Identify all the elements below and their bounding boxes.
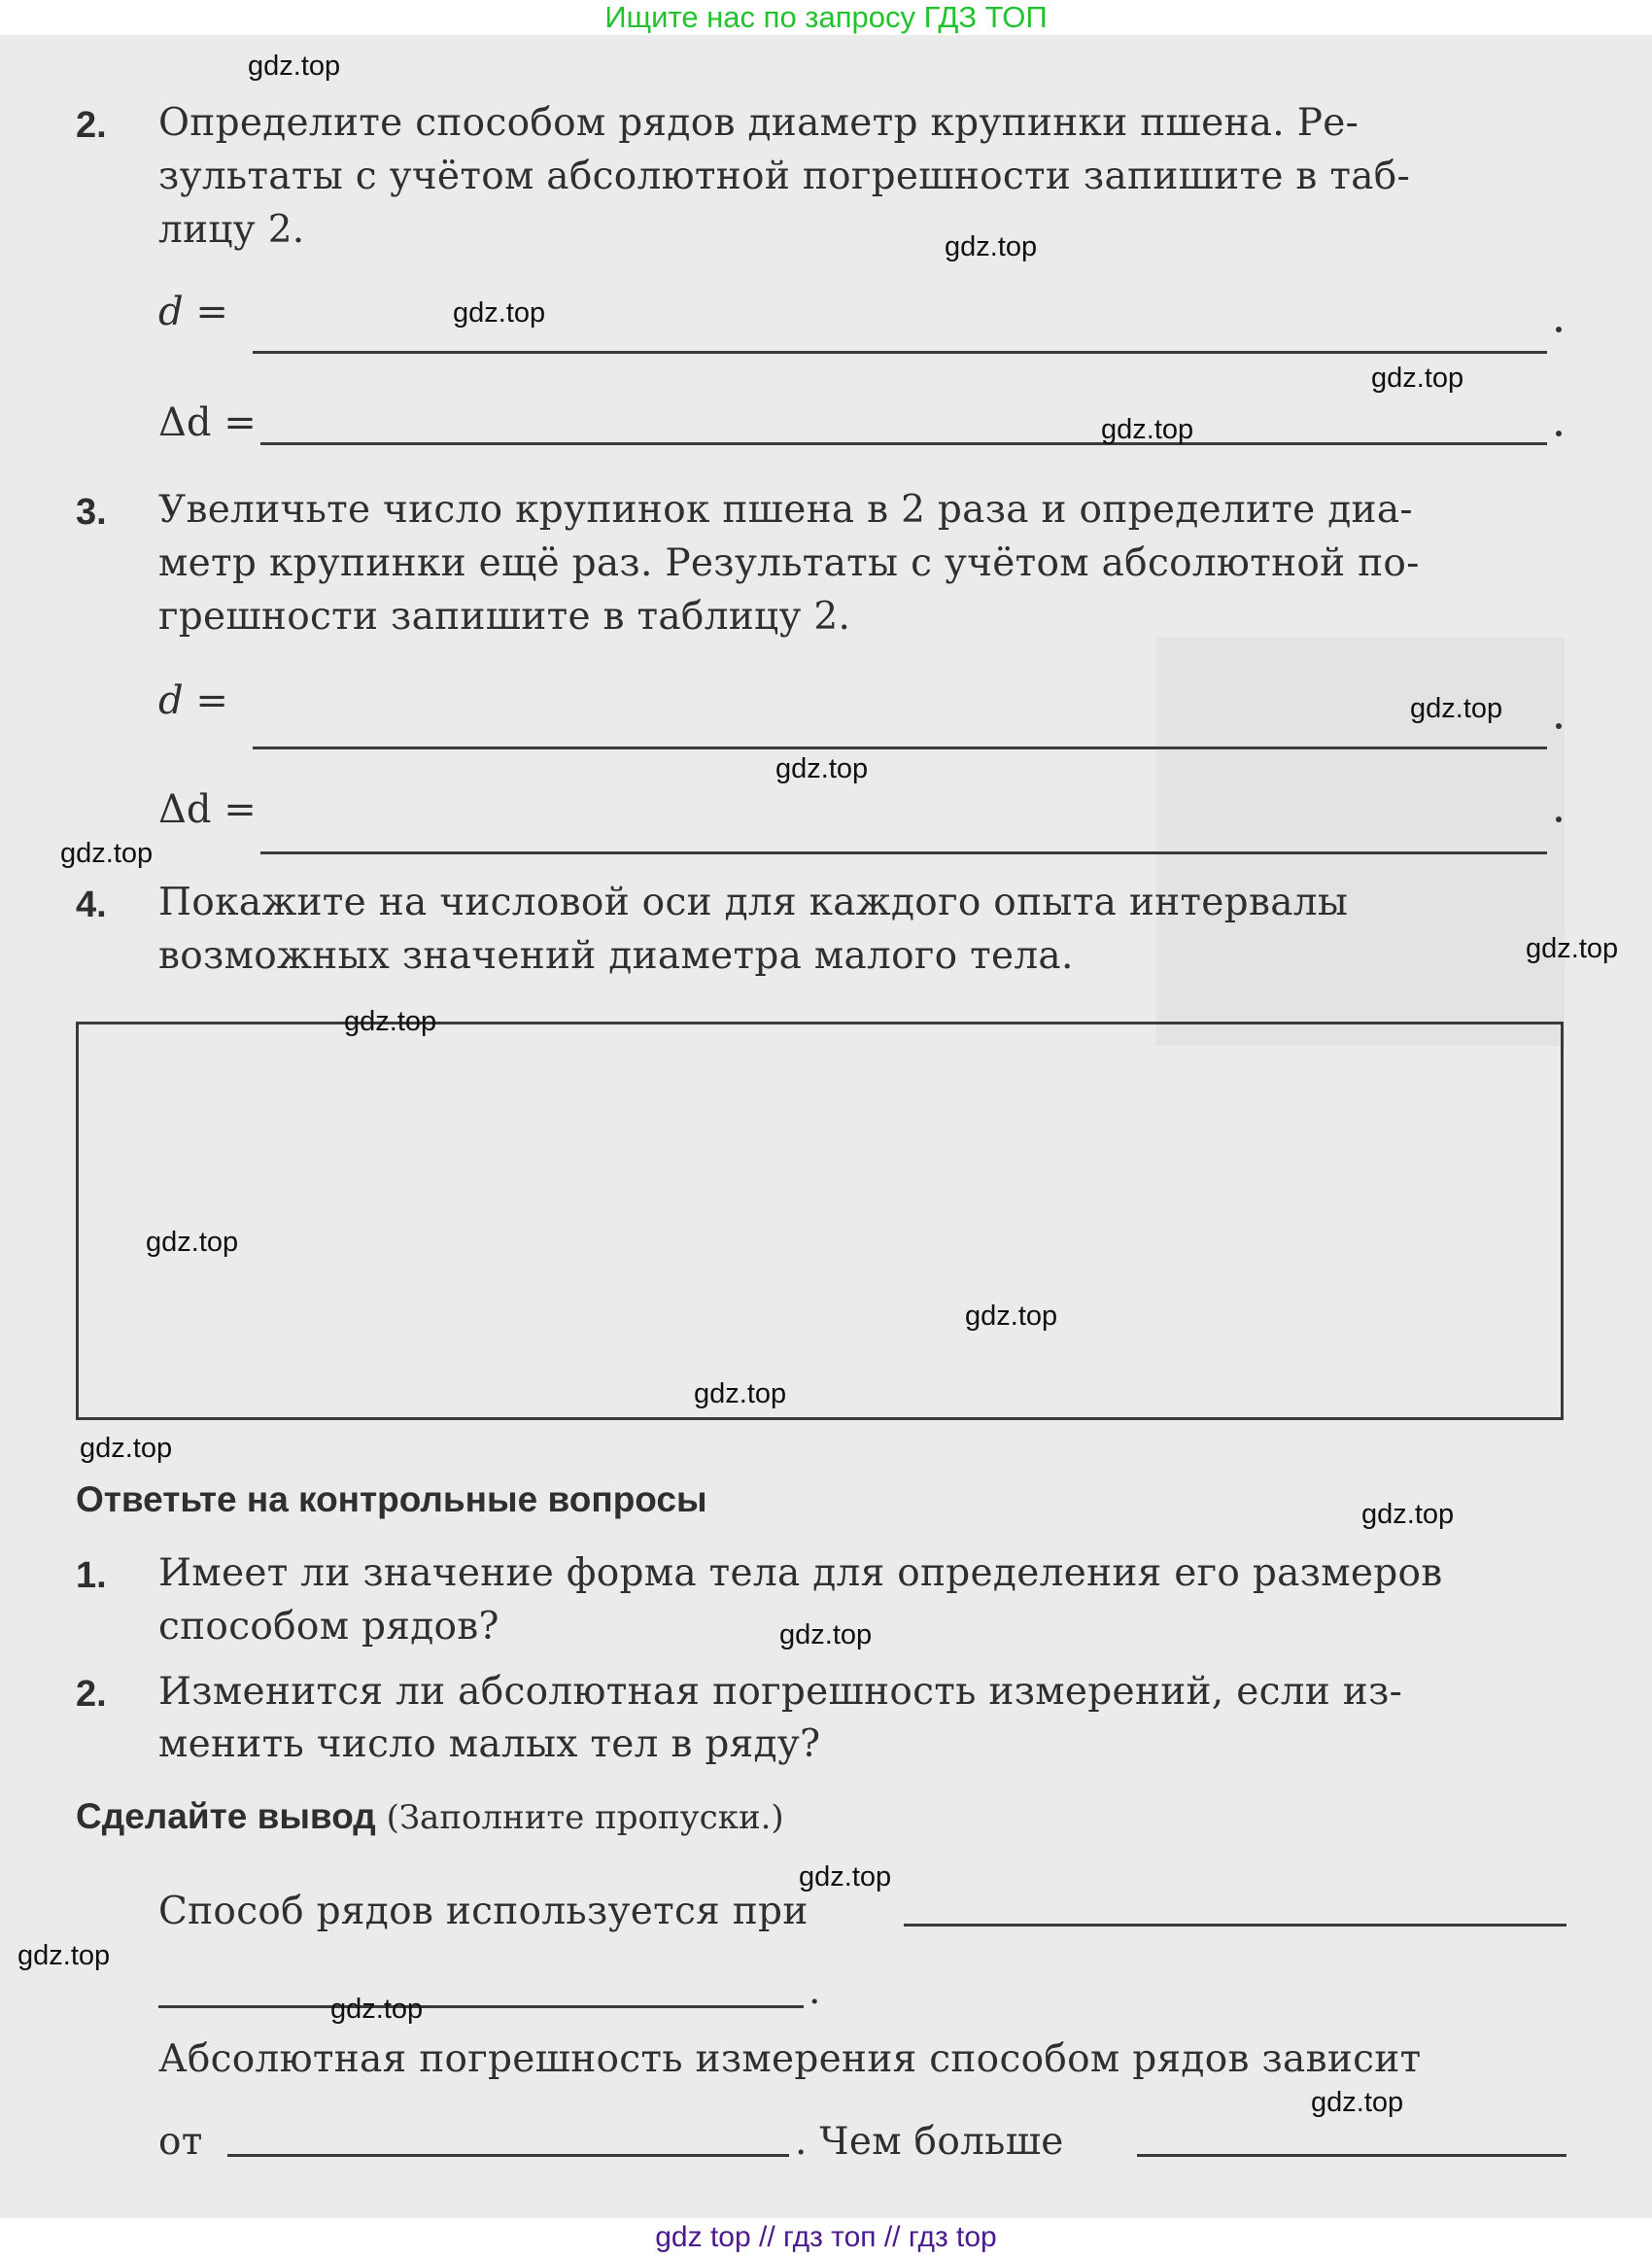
watermark: gdz.top [1101, 414, 1194, 445]
task-4-text-line: Покажите на числовой оси для каждого опыта интервалы [158, 881, 1349, 924]
task-2-text-line: Определите способом рядов диаметр крупинки пшена. Ре- [158, 101, 1359, 145]
task-2-delta-d-label: Δd = [158, 400, 257, 445]
conclusion-from-word: от [158, 2120, 203, 2164]
task-3-number: 3. [76, 492, 107, 533]
watermark: gdz.top [453, 297, 546, 329]
conclusion-sentence-1: Способ рядов используется при [158, 1890, 809, 1933]
task-4-number: 4. [76, 885, 107, 925]
task-3-d-answer-line[interactable] [253, 747, 1547, 749]
bleed-through-shade [1156, 638, 1565, 1046]
task-3-text-line: Увеличьте число крупинок пшена в 2 раза и определите диа- [158, 488, 1413, 532]
task-3-d-label: d = [158, 678, 228, 723]
task-3-delta-d-answer-line[interactable] [260, 851, 1547, 854]
bottom-banner [0, 2218, 1652, 2257]
conclusion-heading: Сделайте вывод (Заполните пропуски.) [76, 1796, 784, 1837]
watermark: gdz.top [17, 1940, 111, 1971]
task-2-d-period [1556, 327, 1562, 332]
watermark: gdz.top [945, 231, 1038, 262]
conclusion-sentence-2-line: Абсолютная погрешность измерения способом рядов зависит [158, 2037, 1422, 2081]
watermark: gdz.top [775, 753, 869, 784]
task-3-delta-d-period [1556, 816, 1562, 822]
watermark: gdz.top [1371, 363, 1464, 394]
bottom-banner-text: gdz top // гдз топ // гдз top [655, 2221, 997, 2253]
conclusion-more-phrase: . Чем больше [795, 2120, 1064, 2164]
question-1-text-line: способом рядов? [158, 1605, 499, 1649]
question-1-number: 1. [76, 1555, 107, 1596]
watermark: gdz.top [146, 1227, 239, 1258]
control-questions-heading: Ответьте на контрольные вопросы [76, 1479, 707, 1519]
task-2-d-label: d = [158, 290, 228, 334]
task-3-text-line: грешности запишите в таблицу 2. [158, 595, 851, 639]
task-2-text-line: зультаты с учётом абсолютной погрешности запишите в таб- [158, 155, 1411, 198]
task-2-number: 2. [76, 105, 107, 146]
task-2-d-answer-line[interactable] [253, 351, 1547, 354]
watermark: gdz.top [694, 1378, 787, 1409]
task-2-text-line: лицу 2. [158, 208, 305, 252]
watermark: gdz.top [779, 1619, 873, 1650]
conclusion-blank-1b[interactable] [158, 2005, 804, 2008]
task-3-d-period [1556, 723, 1562, 729]
number-axis-drawing-area[interactable] [76, 1022, 1564, 1420]
question-2-text-line: Изменится ли абсолютная погрешность измерений, если из- [158, 1670, 1403, 1714]
watermark: gdz.top [1526, 933, 1619, 964]
question-2-text-line: менить число малых тел в ряду? [158, 1722, 821, 1766]
task-3-text-line: метр крупинки ещё раз. Результаты с учётом абсолютной по- [158, 541, 1420, 585]
watermark: gdz.top [344, 1006, 437, 1037]
top-banner [0, 0, 1652, 35]
conclusion-sentence-1-period: . [809, 1969, 821, 2013]
watermark: gdz.top [60, 838, 154, 869]
task-2-delta-d-period [1556, 431, 1562, 436]
watermark: gdz.top [1410, 693, 1503, 724]
question-1-text-line: Имеет ли значение форма тела для определения его размеров [158, 1551, 1443, 1595]
task-2-delta-d-answer-line[interactable] [260, 442, 1547, 445]
watermark: gdz.top [1361, 1499, 1455, 1530]
task-4-text-line: возможных значений диаметра малого тела. [158, 934, 1074, 978]
conclusion-blank-1a[interactable] [904, 1924, 1566, 1927]
watermark: gdz.top [80, 1433, 173, 1464]
top-banner-text: Ищите нас по запросу ГДЗ ТОП [604, 0, 1048, 34]
watermark: gdz.top [799, 1861, 892, 1892]
conclusion-blank-2a[interactable] [227, 2154, 789, 2157]
watermark: gdz.top [965, 1301, 1058, 1332]
watermark: gdz.top [1311, 2087, 1404, 2118]
task-3-delta-d-label: Δd = [158, 787, 257, 832]
question-2-number: 2. [76, 1674, 107, 1715]
watermark: gdz.top [330, 1994, 424, 2025]
watermark: gdz.top [248, 51, 341, 82]
conclusion-blank-2b[interactable] [1137, 2154, 1566, 2157]
